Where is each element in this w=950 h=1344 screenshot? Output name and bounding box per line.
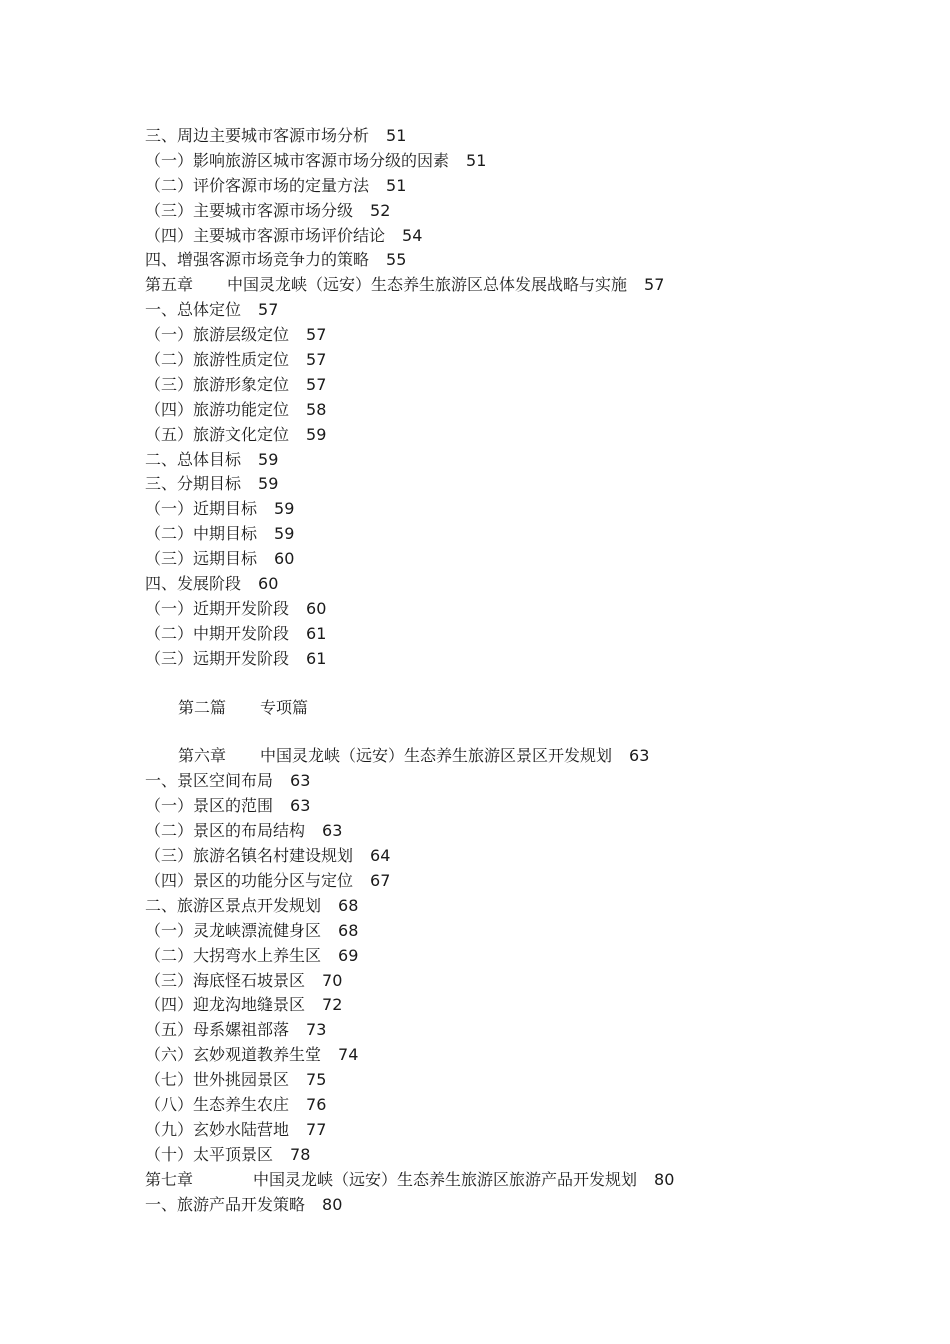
- toc-entry-text: （三）旅游形象定位: [145, 374, 290, 394]
- toc-entry[interactable]: [145, 398, 905, 423]
- toc-entry[interactable]: [145, 522, 905, 547]
- chapter-label: 第五章: [145, 275, 194, 295]
- toc-entry-text: （二）大拐弯水上养生区: [145, 945, 322, 965]
- toc-entry-text: （二）景区的布局结构: [145, 821, 306, 841]
- toc-entry[interactable]: [145, 248, 905, 273]
- toc-page-number: 51: [386, 175, 407, 195]
- toc-page-number: 77: [306, 1119, 327, 1139]
- toc-entry-text: 二、旅游区景点开发规划: [145, 895, 322, 915]
- toc-entry-text: （六）玄妙观道教养生堂: [145, 1045, 322, 1065]
- toc-entry[interactable]: [145, 348, 905, 373]
- toc-page-number: 59: [306, 424, 327, 444]
- toc-page-number: 51: [466, 150, 487, 170]
- chapter-label: 第六章: [178, 746, 227, 766]
- toc-entry[interactable]: [145, 497, 905, 522]
- toc-page-number: 76: [306, 1094, 327, 1114]
- toc-page-number: 75: [306, 1070, 327, 1090]
- toc-entry-text: （七）世外挑园景区: [145, 1070, 290, 1090]
- toc-page-number: 72: [322, 995, 343, 1015]
- toc-entry[interactable]: [145, 298, 905, 323]
- toc-page-number: 51: [386, 126, 407, 145]
- toc-entry[interactable]: [145, 373, 905, 398]
- toc-entry-text: （一）近期目标: [145, 499, 258, 519]
- toc-entry[interactable]: [145, 174, 905, 199]
- toc-entry-text: （一）灵龙峡漂流健身区: [145, 920, 322, 940]
- toc-entry[interactable]: [145, 919, 905, 944]
- toc-page-number: 57: [258, 300, 279, 320]
- toc-entry[interactable]: [145, 547, 905, 572]
- toc-entry-text: 一、景区空间布局: [145, 771, 274, 791]
- toc-entry[interactable]: [145, 149, 905, 174]
- toc-entry[interactable]: [145, 819, 905, 844]
- toc-entry[interactable]: [145, 794, 905, 819]
- toc-entry-text: （四）迎龙沟地缝景区: [145, 995, 306, 1015]
- toc-entry-text: （三）远期目标: [145, 549, 258, 569]
- toc-entry-text: 三、分期目标: [145, 474, 242, 494]
- toc-page-number: 60: [274, 549, 295, 569]
- toc-entry[interactable]: [145, 1143, 905, 1168]
- table-of-contents: [145, 124, 905, 1217]
- toc-page-number: 59: [258, 474, 279, 494]
- toc-entry-text: （十）太平顶景区: [145, 1144, 274, 1164]
- part-title: 专项篇: [260, 697, 309, 717]
- toc-entry[interactable]: [145, 894, 905, 919]
- toc-part-heading[interactable]: [145, 696, 905, 721]
- toc-entry[interactable]: [145, 448, 905, 473]
- toc-entry-text: （八）生态养生农庄: [145, 1094, 290, 1114]
- toc-page-number: 69: [338, 945, 359, 965]
- toc-entry[interactable]: [145, 622, 905, 647]
- toc-entry[interactable]: [145, 1068, 905, 1093]
- toc-entry-text: （四）景区的功能分区与定位: [145, 870, 354, 890]
- toc-entry[interactable]: [145, 1043, 905, 1068]
- toc-page-number: 57: [306, 350, 327, 370]
- toc-entry[interactable]: [145, 869, 905, 894]
- toc-entry-text: 四、增强客源市场竞争力的策略: [145, 250, 370, 270]
- toc-chapter-heading[interactable]: [145, 273, 905, 298]
- toc-page-number: 60: [306, 598, 327, 618]
- toc-page-number: 80: [322, 1194, 343, 1214]
- toc-entry-text: （九）玄妙水陆营地: [145, 1119, 290, 1139]
- toc-page-number: 68: [338, 895, 359, 915]
- toc-entry-text: （三）旅游名镇名村建设规划: [145, 846, 354, 866]
- toc-entry-text: （三）主要城市客源市场分级: [145, 200, 354, 220]
- toc-entry-text: （二）中期开发阶段: [145, 623, 290, 643]
- toc-entry[interactable]: [145, 1193, 905, 1218]
- toc-page-number: 57: [644, 275, 665, 295]
- toc-page-number: 60: [258, 574, 279, 594]
- toc-page-number: 80: [654, 1169, 675, 1189]
- toc-entry-text: （三）远期开发阶段: [145, 648, 290, 668]
- toc-page-number: 54: [402, 225, 423, 245]
- toc-entry[interactable]: [145, 572, 905, 597]
- toc-entry[interactable]: [145, 944, 905, 969]
- toc-page-number: 68: [338, 920, 359, 940]
- toc-entry-text: （四）旅游功能定位: [145, 399, 290, 419]
- toc-page-number: 61: [306, 623, 327, 643]
- toc-page-number: 59: [274, 499, 295, 519]
- toc-entry[interactable]: [145, 1118, 905, 1143]
- toc-entry[interactable]: [145, 769, 905, 794]
- toc-entry[interactable]: [145, 224, 905, 249]
- toc-entry[interactable]: [145, 993, 905, 1018]
- toc-page-number: 67: [370, 870, 391, 890]
- toc-entry[interactable]: [145, 423, 905, 448]
- toc-page-number: 57: [306, 325, 327, 345]
- toc-page-number: 55: [386, 250, 407, 270]
- toc-entry[interactable]: [145, 124, 905, 149]
- toc-entry-text: （一）近期开发阶段: [145, 598, 290, 618]
- toc-page-number: 78: [290, 1144, 311, 1164]
- part-label: 第二篇: [178, 697, 227, 717]
- toc-entry-text: （一）旅游层级定位: [145, 325, 290, 345]
- toc-entry[interactable]: [145, 969, 905, 994]
- toc-page-number: 61: [306, 648, 327, 668]
- toc-entry-text: 二、总体目标: [145, 449, 242, 469]
- toc-page-number: 63: [322, 821, 343, 841]
- toc-entry[interactable]: [145, 1093, 905, 1118]
- toc-page-number: 59: [274, 524, 295, 544]
- toc-entry-text: 一、旅游产品开发策略: [145, 1194, 306, 1214]
- toc-page-number: 59: [258, 449, 279, 469]
- toc-page-number: 57: [306, 374, 327, 394]
- toc-chapter-heading[interactable]: [145, 1168, 905, 1193]
- toc-entry-text: （一）景区的范围: [145, 796, 274, 816]
- toc-entry[interactable]: [145, 1018, 905, 1043]
- toc-page-number: 58: [306, 399, 327, 419]
- toc-page-number: 63: [629, 746, 650, 766]
- toc-chapter-heading[interactable]: [145, 744, 905, 769]
- toc-page-number: 73: [306, 1020, 327, 1040]
- toc-entry-text: （一）影响旅游区城市客源市场分级的因素: [145, 150, 450, 170]
- toc-entry[interactable]: [145, 647, 905, 672]
- toc-entry-text: （三）海底怪石坡景区: [145, 970, 306, 990]
- chapter-title: 中国灵龙峡（远安）生态养生旅游区总体发展战略与实施: [227, 275, 628, 295]
- toc-entry-text: （二）中期目标: [145, 524, 258, 544]
- toc-entry[interactable]: [145, 323, 905, 348]
- toc-page-number: 52: [370, 200, 391, 220]
- toc-entry[interactable]: [145, 199, 905, 224]
- chapter-title: 中国灵龙峡（远安）生态养生旅游区旅游产品开发规划: [253, 1169, 638, 1189]
- toc-page-number: 70: [322, 970, 343, 990]
- toc-entry-text: 四、发展阶段: [145, 574, 242, 594]
- toc-entry-text: （二）评价客源市场的定量方法: [145, 175, 370, 195]
- toc-entry-text: （四）主要城市客源市场评价结论: [145, 225, 386, 245]
- toc-page-number: 64: [370, 846, 391, 866]
- toc-entry-text: （二）旅游性质定位: [145, 350, 290, 370]
- toc-entry[interactable]: [145, 597, 905, 622]
- toc-page-number: 74: [338, 1045, 359, 1065]
- toc-page-number: 63: [290, 796, 311, 816]
- toc-entry-text: （五）母系嫘祖部落: [145, 1020, 290, 1040]
- toc-page-number: 63: [290, 771, 311, 791]
- toc-entry-text: （五）旅游文化定位: [145, 424, 290, 444]
- chapter-title: 中国灵龙峡（远安）生态养生旅游区景区开发规划: [260, 746, 613, 766]
- toc-entry-text: 三、周边主要城市客源市场分析: [145, 126, 370, 145]
- toc-entry[interactable]: [145, 844, 905, 869]
- toc-entry-text: 一、总体定位: [145, 300, 242, 320]
- toc-entry[interactable]: [145, 472, 905, 497]
- chapter-label: 第七章: [145, 1169, 194, 1189]
